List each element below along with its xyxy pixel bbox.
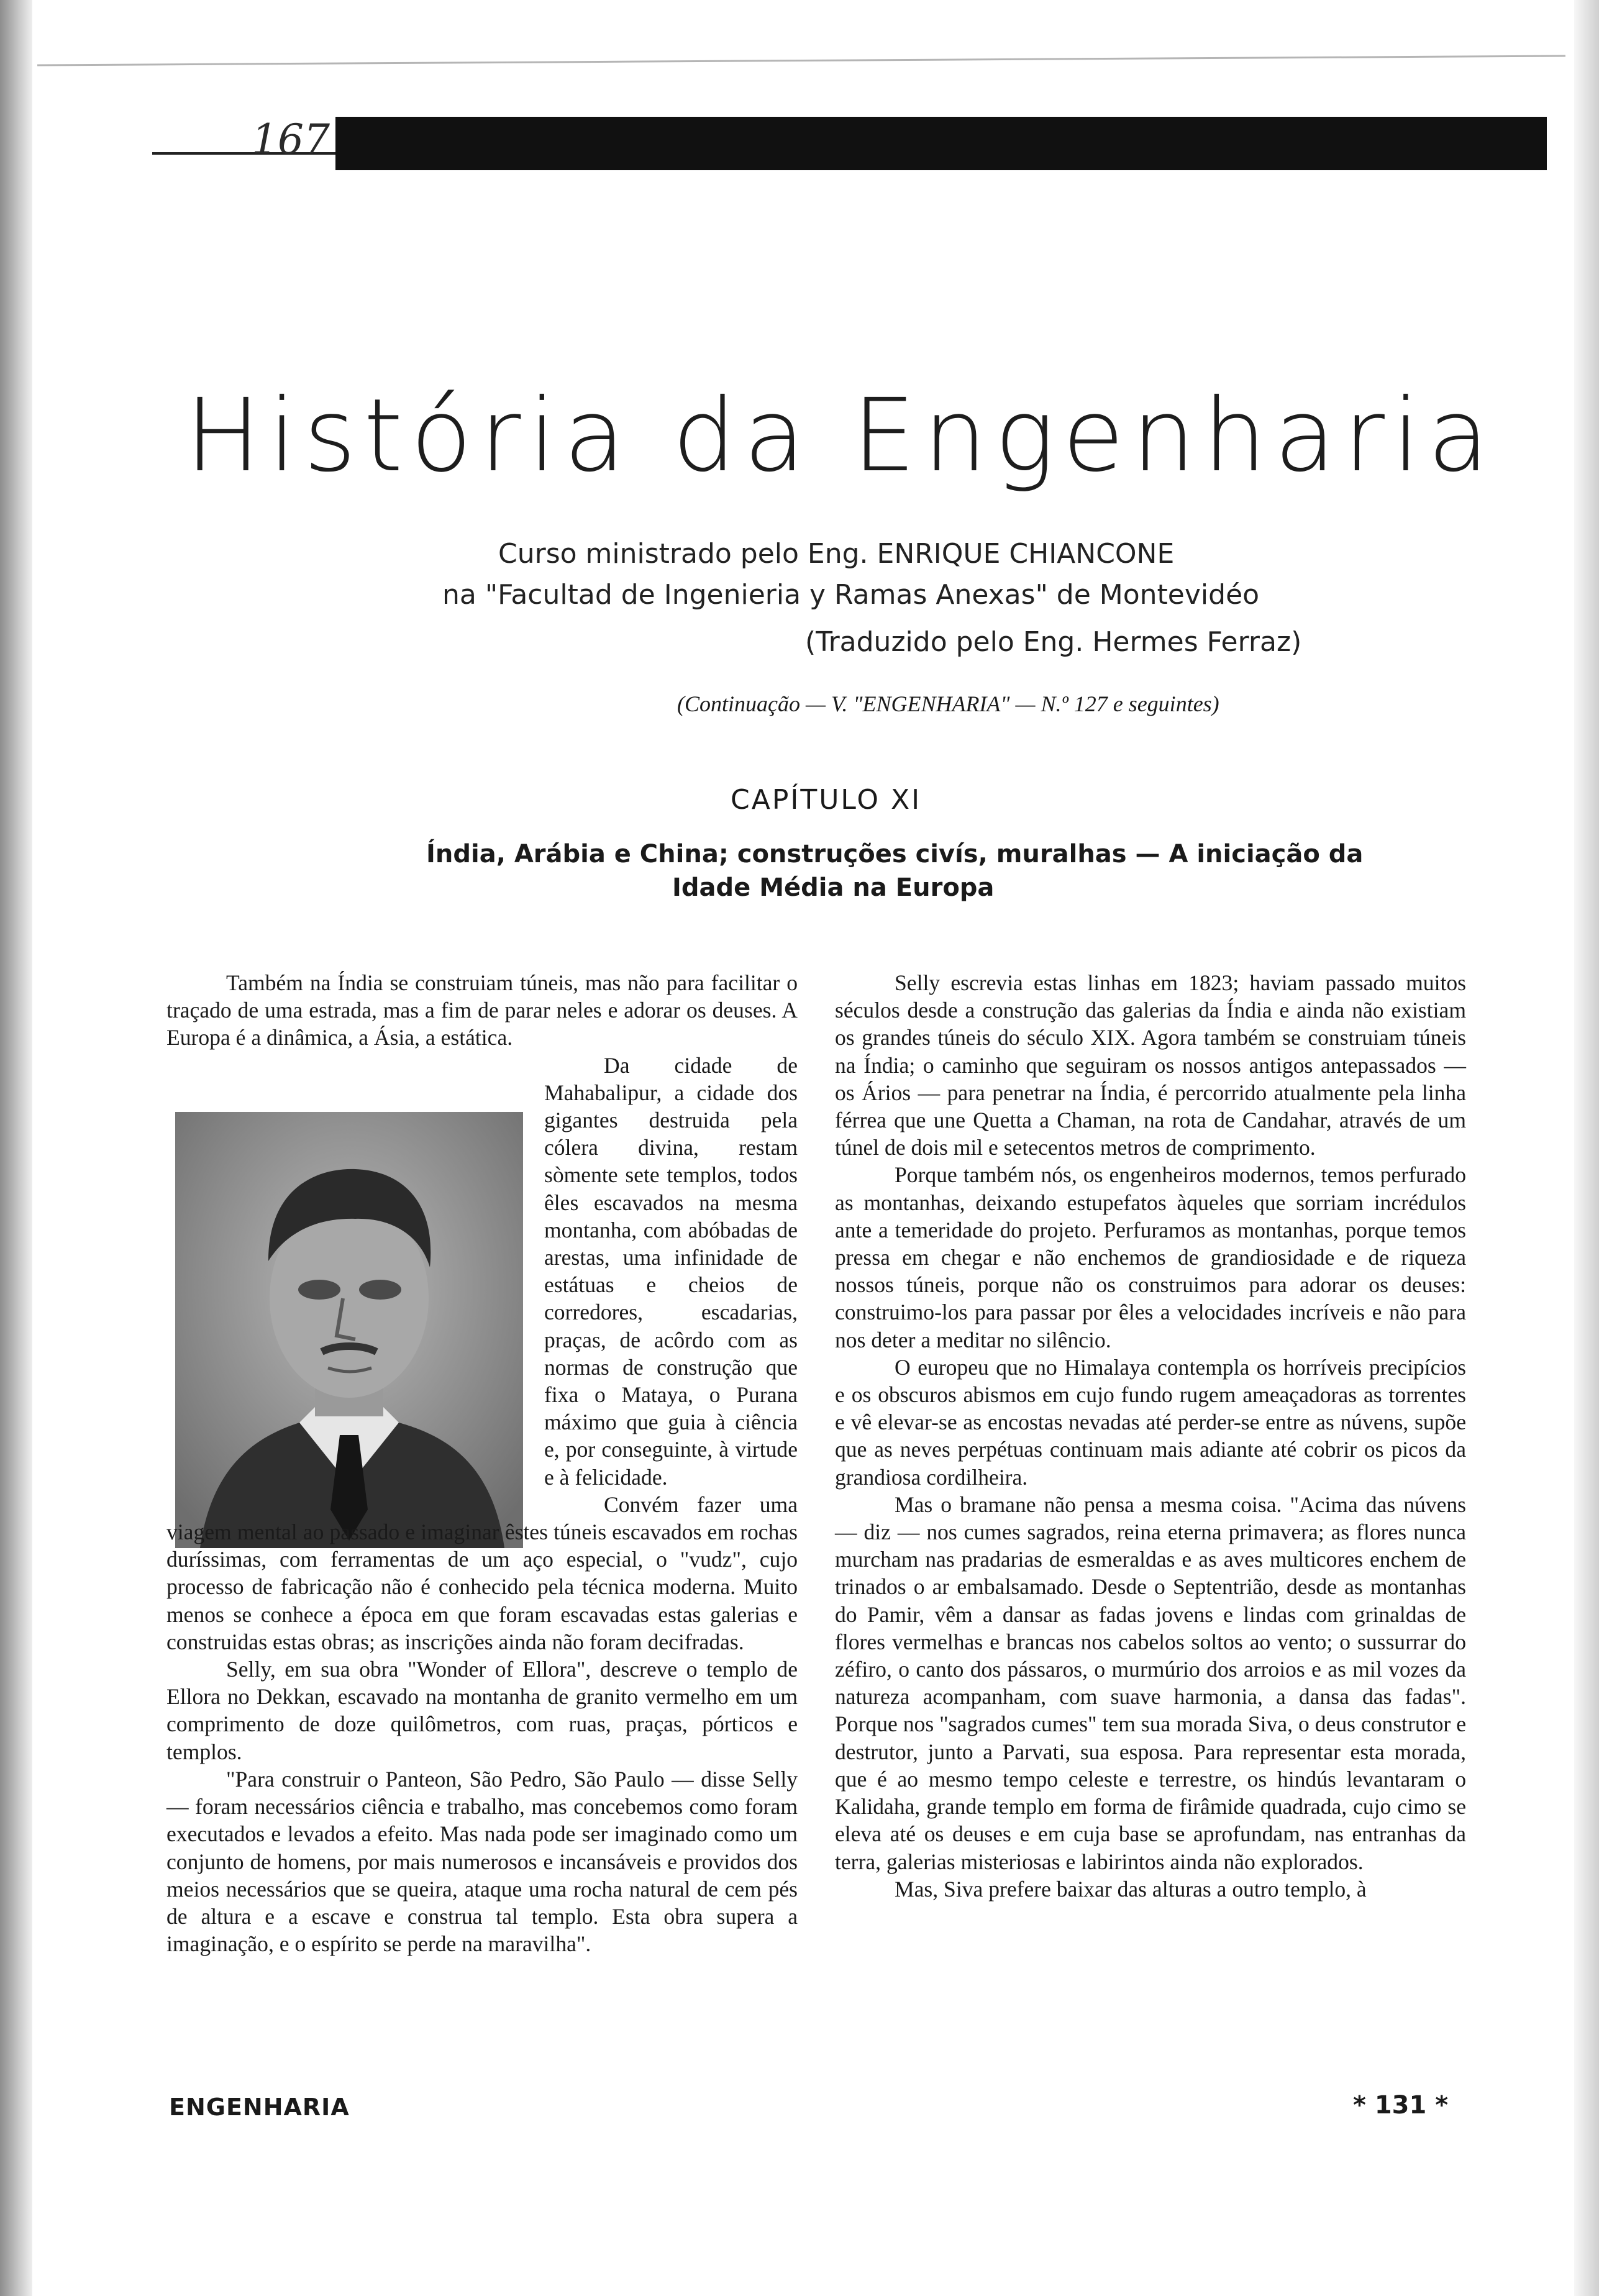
paragraph: Porque também nós, os engenheiros modernos, temos perfurado as montanhas, deixando estupefatos àqueles que sorriam incrédulos ante a temeridade do projeto. Perfuramos as montanhas, porque temos pressa em chegar e não enchemos de grandiosidade e de riqueza nossos túneis, porque não os construimos para adorar os deuses: construimo-los para passar por êles a velocidades incríveis e não para nos deter a meditar no silêncio.	[835, 1162, 1466, 1352]
photo-space	[174, 1057, 522, 1499]
paragraph: Também na Índia se construiam túneis, mas não para facilitar o traçado de uma estrada, mas a fim de parar neles e adorar os deuses. A Europa é a dinâmica, a Ásia, a estática.	[166, 970, 798, 1050]
paragraph: Mas o bramane não pensa a mesma coisa. "Acima das núvens — diz — nos cumes sagrados, reina eterna primavera; as flores nunca murcham nas pradarias de esmeraldas e as aves multicores enchem de trinados o ar embalsamado. Desde o Septentrião, desde as montanhas do Pamir, vêm a dansar as fadas jovens e lindas com grinaldas de flores vermelhas e brancas nos cabelos soltos ao vento; o sussurrar do zéfiro, o canto dos pássaros, o murmúrio dos arroios e as mil vozes da natureza acompanham, com suave harmonia, a dansa das fadas". Porque nos "sagrados cumes" tem sua morada Siva, o deus construtor e destrutor, junto a Parvati, sua esposa. Para representar esta morada, que é ao mesmo tempo celeste e terrestre, os hindús levantaram o Kalidaha, grande templo em forma de firâmide quadrada, cujo cimo se eleva até os deuses e em cuja base se aprofundam, nas entranhas da terra, galerias misteriosas e labirintos ainda não explorados.	[835, 1492, 1466, 1874]
paragraph: Convém fazer uma viagem mental ao passado e imaginar êstes túneis escavados em rochas duríssimas, com ferramentas de um aço especial, o "vudz", cujo processo de fabricação não é conhecido pela técnica moderna. Muito menos se conhece a época em que foram escavadas estas galerias e construidas estas obras; as inscrições ainda não foram decifradas.	[166, 1492, 798, 1654]
footer-page-number: * 131 *	[1353, 2091, 1449, 2120]
handwritten-page-number: 167	[252, 116, 330, 163]
chapter-label: CAPÍTULO XI	[731, 784, 922, 816]
footer-magazine-name: ENGENHARIA	[169, 2093, 350, 2121]
header-black-bar	[335, 117, 1547, 170]
scan-left-edge	[0, 0, 32, 2296]
paragraph: Selly, em sua obra "Wonder of Ellora", descreve o templo de Ellora no Dekkan, escavado na montanha de granito vermelho em um comprimento de doze quilômetros, com ruas, praças, pórticos e templos.	[166, 1657, 798, 1764]
paragraph: Mas, Siva prefere baixar das alturas a outro templo, à	[895, 1876, 1367, 1902]
paragraph: Da cidade de Mahabalipur, a cidade dos gigantes destruida pela cólera divina, restam sòmente sete templos, todos êles escavados na mesma montanha, com abóbadas de arestas, uma infinidade de estátuas e cheios de corredores, escadarias, praças, de acôrdo com as normas de construção que fixa o Mataya, o Purana máximo que guia à ciência e, por conseguinte, à virtude e à felicidade.	[544, 1052, 798, 1490]
left-column	[166, 969, 798, 1957]
scan-page-edge-line	[37, 55, 1565, 66]
article-title: História da Engenharia	[185, 378, 1497, 494]
right-column	[835, 969, 1466, 1903]
paragraph: Selly escrevia estas linhas em 1823; haviam passado muitos séculos desde a construção das galerias da Índia e ainda não existiam os grandes túneis do século XIX. Agora também se construiam túneis na Índia; o caminho que seguiram os nossos antigos antepassados — os Ários — para penetrar na Índia, é percorrido atualmente pela linha férrea que une Quetta a Chaman, na rota de Candahar, através de um túnel de dois mil e setecentos metros de comprimento.	[835, 970, 1466, 1160]
translator-credit: (Traduzido pelo Eng. Hermes Ferraz)	[805, 626, 1302, 658]
paragraph: O europeu que no Himalaya contempla os horríveis precipícios e os obscuros abismos em cujo fundo rugem ameaçadoras as torrentes e vê elevar-se as encostas nevadas até perder-se entre as núvens, supõe que as neves perpétuas continuam mais adiante até cobrir os picos da grandiosa cordilheira.	[835, 1354, 1466, 1490]
credit-line-1: Curso ministrado pelo Eng. ENRIQUE CHIANCONE	[498, 538, 1175, 570]
continuation-note: (Continuação — V. "ENGENHARIA" — N.º 127 e seguintes)	[677, 691, 1219, 716]
chapter-title-line-1: Índia, Arábia e China; construções civís, muralhas — A iniciação da	[426, 840, 1364, 868]
chapter-title-line-2: Idade Média na Europa	[672, 873, 995, 902]
paragraph: "Para construir o Panteon, São Pedro, São Paulo — disse Selly — foram necessários ciência e trabalho, mas concebemos como foram executados e levados a efeito. Mas nada pode ser imaginado como um conjunto de homens, por mais numerosos e incansáveis e providos dos meios necessários que se queira, ataque uma rocha natural de cem pés de altura e a escave e construa tal templo. Esta obra supera a imaginação, e o espírito se perde na maravilha".	[166, 1766, 798, 1957]
scan-right-edge	[1574, 0, 1599, 2296]
credit-line-2: na "Facultad de Ingenieria y Ramas Anexas" de Montevidéo	[442, 579, 1260, 611]
